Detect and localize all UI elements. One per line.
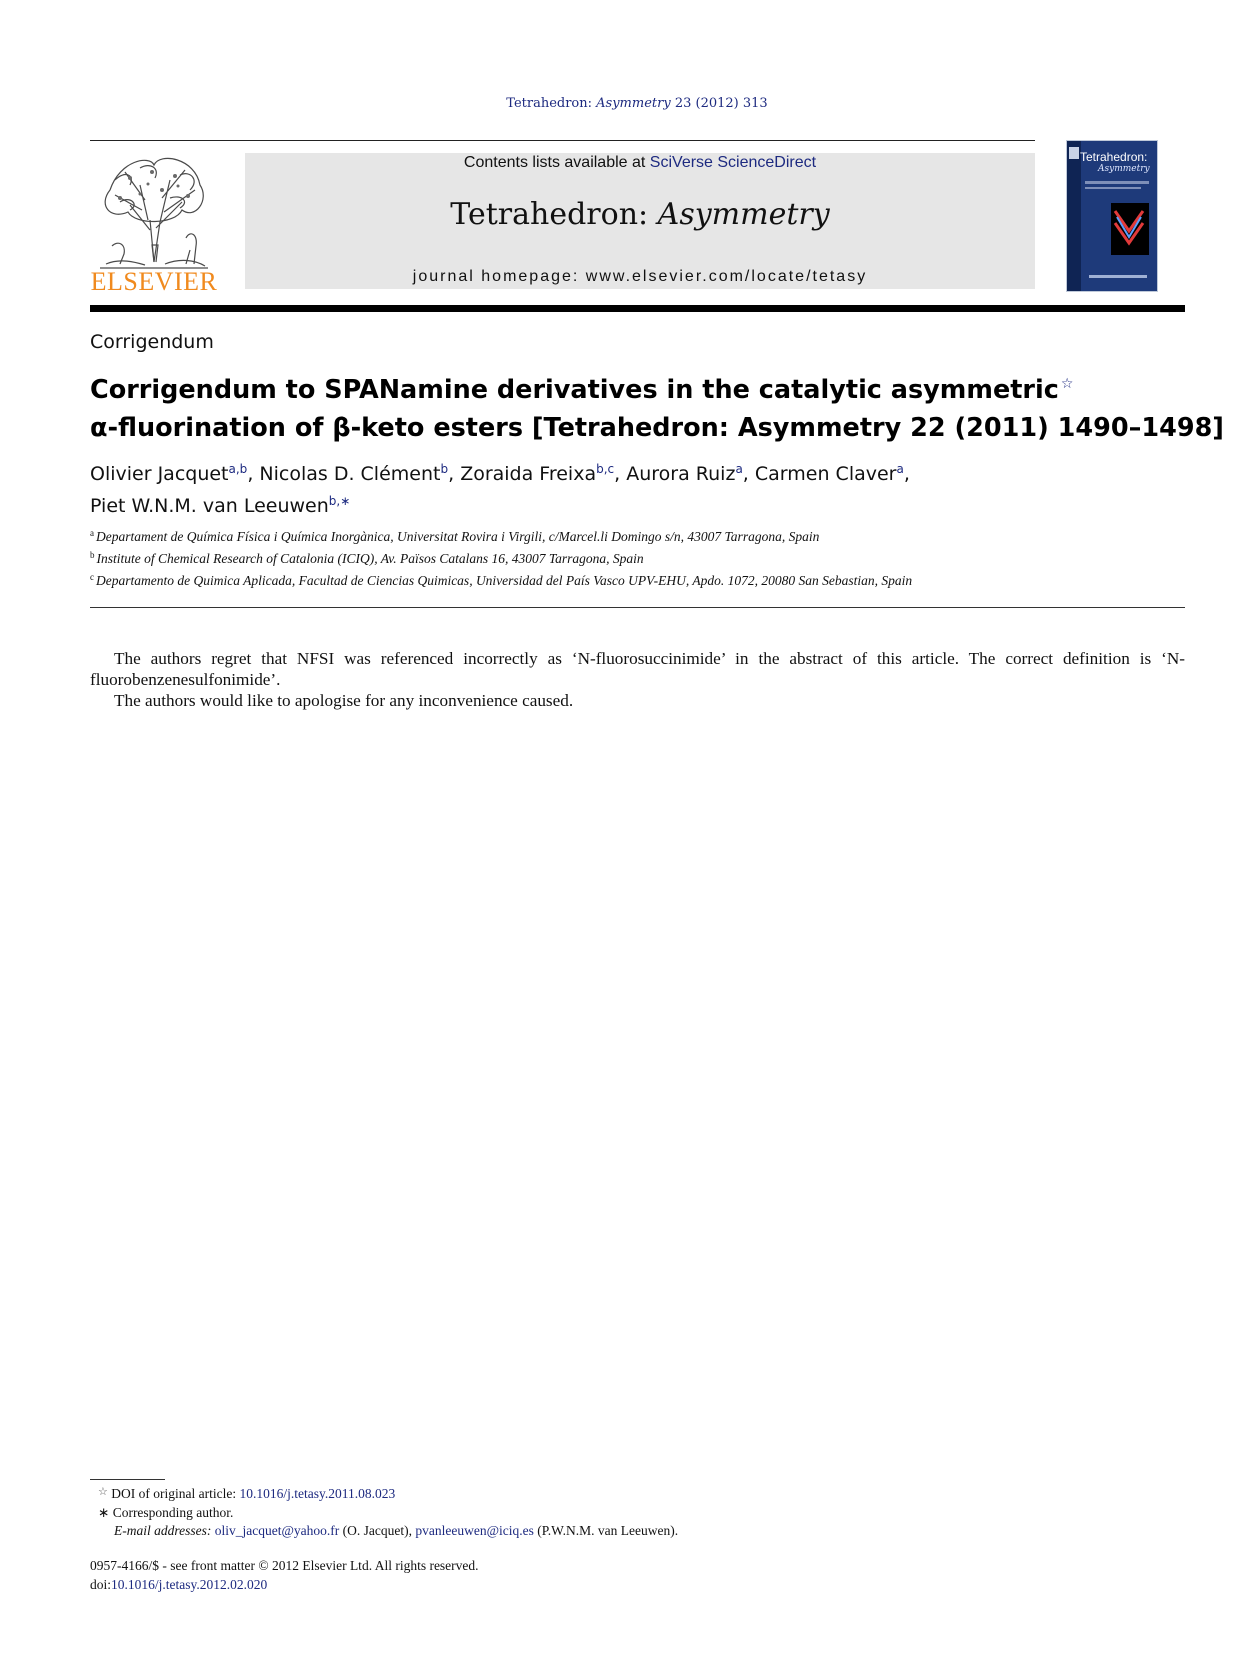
body-paragraph: The authors regret that NFSI was referenced incorrectly as ‘N-fluorosuccinimide’ in the abstract of this article. The correct definition is ‘N-fluorobenzenesulfonimide’. — [90, 649, 1185, 689]
email-owner: (P.W.N.M. van Leeuwen). — [537, 1523, 679, 1538]
cover-title: Tetrahedron: — [1080, 150, 1148, 164]
footnote-doi-original — [90, 1483, 1185, 1504]
title-line-2: α-fluorination of β-keto esters [Tetrahedron: Asymmetry 22 (2011) 1490–1498] — [90, 413, 1224, 443]
corresponding-text: Corresponding author. — [112, 1504, 234, 1520]
content-divider — [90, 607, 1185, 608]
author-name[interactable]: Olivier Jacquet — [90, 463, 229, 485]
author-affiliation-sup[interactable]: b — [440, 462, 449, 476]
journal-title-plain: Tetrahedron: — [450, 197, 649, 232]
author-name[interactable]: Aurora Ruiz — [626, 463, 736, 485]
masthead-thick-rule — [90, 305, 1185, 312]
footnotes — [90, 1483, 1185, 1541]
affiliation-item — [90, 546, 1190, 568]
journal-homepage-link[interactable]: journal homepage: www.elsevier.com/locate/tetasy — [412, 268, 868, 285]
author-affiliation-sup[interactable]: b,c — [596, 462, 615, 476]
author-affiliation-sup[interactable]: a — [735, 462, 743, 476]
author-separator: , — [448, 463, 461, 485]
title-line-1 — [90, 365, 1190, 409]
elsevier-wordmark[interactable]: ELSEVIER — [90, 267, 218, 296]
footnote-star-marker: ☆ — [98, 1486, 108, 1498]
journal-title — [245, 197, 1035, 232]
copyright-line: 0957-4166/$ - see front matter © 2012 Elsevier Ltd. All rights reserved. — [90, 1558, 479, 1573]
article-title — [90, 365, 1224, 447]
article-doi-line — [90, 1576, 479, 1595]
affiliation-item — [90, 568, 1190, 590]
title-star-footnote-marker[interactable]: ☆ — [1060, 376, 1074, 392]
affiliation-text: Departamento de Quimica Aplicada, Facultad de Ciencias Quimicas, Universidad del País Vasco UPV-EHU, Apdo. 1072, 20080 San Sebastian, Spain — [96, 573, 913, 588]
cover-subtitle: Asymmetry — [1098, 164, 1150, 174]
title-line-1-text: Corrigendum to SPANamine derivatives in the catalytic asymmetric — [90, 375, 1059, 405]
sciencedirect-link[interactable]: SciVerse ScienceDirect — [649, 154, 817, 171]
affiliation-text: Departament de Química Física i Química Inorgànica, Universitat Rovira i Virgili, c/Marcel.li Domingo s/n, 43007 Tarragona, Spain — [96, 529, 820, 544]
corresponding-marker: ∗ — [98, 1504, 110, 1520]
doi-prefix: doi: — [90, 1576, 112, 1592]
footnote-emails — [90, 1522, 1185, 1541]
article-type-label: Corrigendum — [90, 331, 214, 353]
author-separator: , — [614, 463, 627, 485]
body-paragraph: The authors would like to apologise for any inconvenience caused. — [114, 691, 574, 710]
journal-banner — [245, 153, 1035, 289]
email-owner: (O. Jacquet), — [342, 1523, 413, 1538]
author-name[interactable]: Carmen Claver — [754, 463, 897, 485]
affiliation-text: Institute of Chemical Research of Catalonia (ICIQ), Av. Països Catalans 16, 43007 Tarragona, Spain — [96, 551, 644, 566]
author-separator: , — [903, 463, 910, 485]
journal-title-italic: Asymmetry — [657, 197, 830, 232]
author-separator: , — [247, 463, 260, 485]
running-head-journal-italic: Asymmetry — [596, 96, 671, 111]
footnote-corresponding — [90, 1504, 1185, 1523]
email-link-jacquet[interactable]: oliv_jacquet@yahoo.fr — [214, 1523, 340, 1538]
affiliation-key: c — [90, 572, 94, 582]
author-name[interactable]: Piet W.N.M. van Leeuwen — [90, 495, 329, 517]
author-name[interactable]: Nicolas D. Clément — [259, 463, 441, 485]
email-link-vanleeuwen[interactable]: pvanleeuwen@iciq.es — [415, 1523, 534, 1538]
affiliation-list — [90, 524, 1190, 590]
contents-line — [245, 154, 1035, 172]
author-affiliation-sup[interactable]: b,∗ — [328, 494, 351, 508]
running-head-journal: Tetrahedron: — [506, 96, 593, 111]
original-article-doi-link[interactable]: 10.1016/j.tetasy.2011.08.023 — [239, 1486, 396, 1501]
author-affiliation-sup[interactable]: a — [896, 462, 904, 476]
footnote-doi-prefix: DOI of original article: — [111, 1486, 237, 1501]
affiliation-item — [90, 524, 1190, 546]
author-list — [90, 456, 1190, 520]
author-name[interactable]: Zoraida Freixa — [460, 463, 597, 485]
author-separator: , — [742, 463, 755, 485]
email-label: E-mail addresses: — [114, 1523, 212, 1538]
copyright-block — [90, 1557, 479, 1594]
article-doi-link[interactable]: 10.1016/j.tetasy.2012.02.020 — [111, 1576, 268, 1592]
affiliation-key: b — [90, 550, 95, 560]
running-head-volume: 23 (2012) 313 — [674, 96, 768, 111]
author-affiliation-sup[interactable]: a,b — [228, 462, 248, 476]
footnote-rule — [90, 1479, 165, 1480]
article-body — [90, 648, 1185, 711]
affiliation-key: a — [90, 528, 94, 538]
contents-prefix: Contents lists available at — [463, 154, 646, 171]
header-rule — [90, 140, 1035, 141]
running-head[interactable] — [0, 96, 1241, 111]
